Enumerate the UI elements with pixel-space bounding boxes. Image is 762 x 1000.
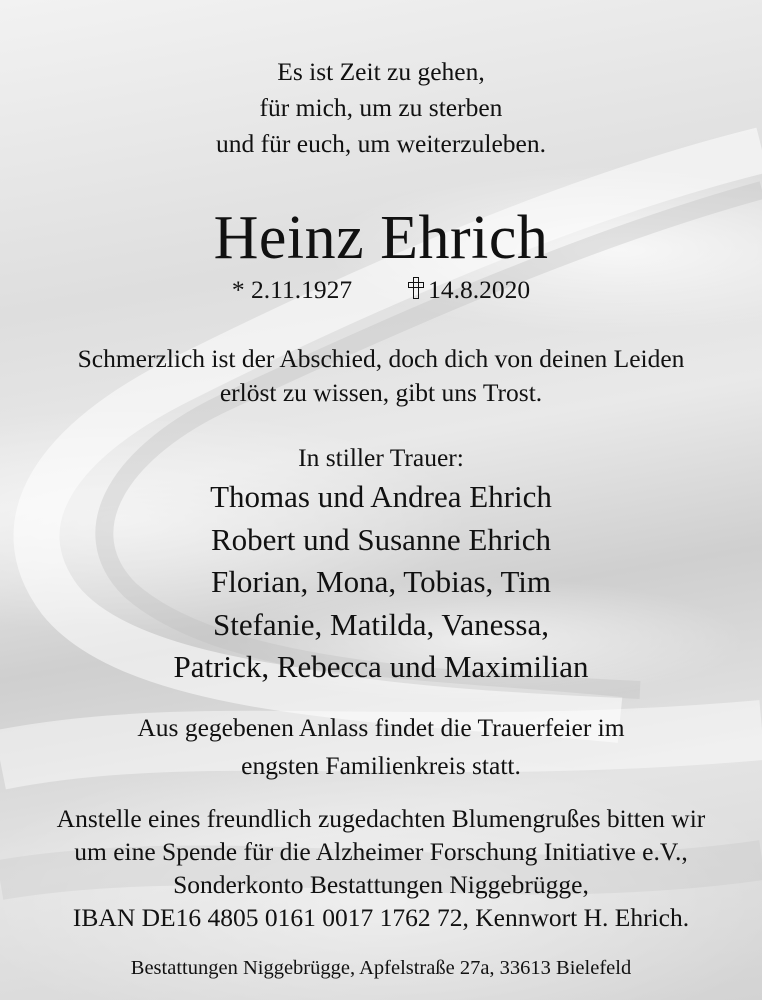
mourner-line: Patrick, Rebecca und Maximilian xyxy=(173,649,589,684)
comfort-text xyxy=(0,342,762,410)
donation-line: Sonderkonto Bestattungen Niggebrügge, xyxy=(173,870,589,899)
birth-date: * 2.11.1927 xyxy=(231,275,353,304)
comfort-line: Schmerzlich ist der Abschied, doch dich von deinen Leiden xyxy=(77,344,685,373)
donation-line: Anstelle eines freundlich zugedachten Blumengrußes bitten wir xyxy=(56,804,706,833)
cross-icon xyxy=(408,277,424,299)
comfort-line: erlöst zu wissen, gibt uns Trost. xyxy=(219,378,543,407)
poem-line: Es ist Zeit zu gehen, xyxy=(277,57,485,86)
mourner-line: Stefanie, Matilda, Vanessa, xyxy=(212,606,550,642)
ceremony-line: engsten Familienkreis statt. xyxy=(241,751,521,780)
poem-line: und für euch, um weiterzuleben. xyxy=(216,129,546,158)
donation-line: um eine Spende für die Alzheimer Forschung Initiative e.V., xyxy=(74,837,688,866)
mourner-line: Thomas und Andrea Ehrich xyxy=(210,479,552,514)
donation-text xyxy=(0,802,762,934)
death-date: 14.8.2020 xyxy=(428,275,531,304)
poem xyxy=(0,54,762,162)
donation-line: IBAN DE16 4805 0161 0017 1762 72, Kennwort H. Ehrich. xyxy=(72,903,690,932)
funeral-home-footer: Bestattungen Niggebrügge, Apfelstraße 27a, 33613 Bielefeld xyxy=(130,957,632,979)
mourner-line: Robert und Susanne Ehrich xyxy=(210,521,552,557)
life-dates xyxy=(0,274,762,306)
deceased-name: Heinz Ehrich xyxy=(213,204,549,272)
ceremony-text xyxy=(0,709,762,785)
mourning-label: In stiller Trauer: xyxy=(298,443,464,472)
ceremony-line: Aus gegebenen Anlass findet die Trauerfeier im xyxy=(137,713,625,742)
mourners-list xyxy=(0,476,762,689)
mourner-line: Florian, Mona, Tobias, Tim xyxy=(210,564,552,599)
poem-line: für mich, um zu sterben xyxy=(259,93,503,122)
